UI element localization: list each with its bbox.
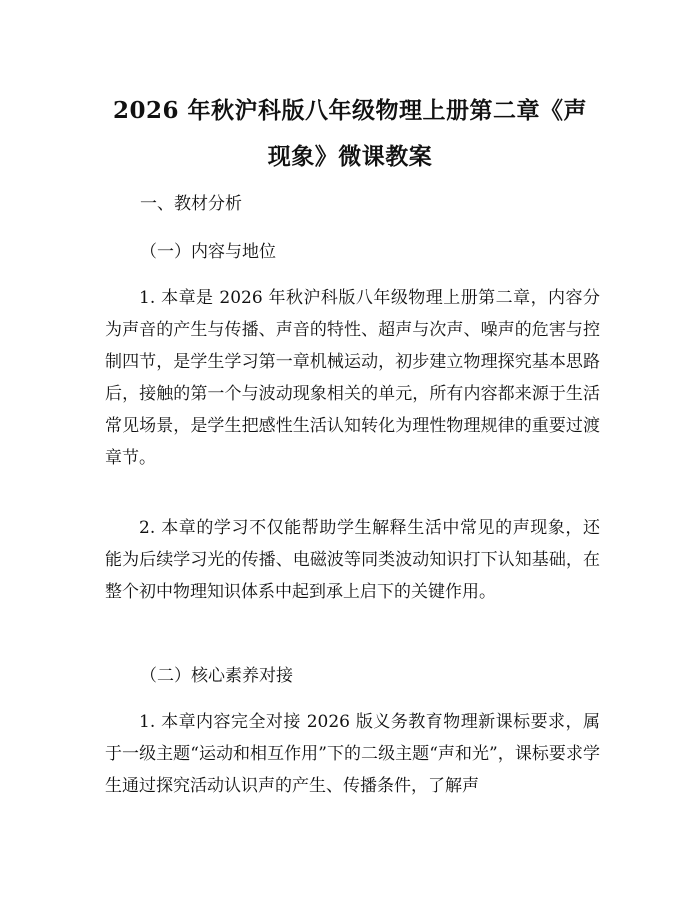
document-title: [95, 88, 605, 180]
document-title-line-2: 现象》微课教案: [267, 143, 433, 170]
subsection-heading-core-literacy: （二）核心素养对接: [140, 666, 293, 686]
section-heading-textbook-analysis: 一、教材分析: [140, 194, 242, 214]
paragraph-3: 1. 本章内容完全对接 2026 版义务教育物理新课标要求，属于一级主题“运动和相互作用”下的二级主题“声和光”，课标要求学生通过探究活动认识声的产生、传播条件，了解声: [105, 712, 600, 796]
document-title-line-1: 2026 年秋沪科版八年级物理上册第二章《声: [112, 97, 588, 124]
subsection-heading-content-position: （一）内容与地位: [140, 242, 276, 262]
paragraph-1: 1. 本章是 2026 年秋沪科版八年级物理上册第二章，内容分为声音的产生与传播、声音的特性、超声与次声、噪声的危害与控制四节，是学生学习第一章机械运动，初步建立物理探究基本思路后，接触的第一个与波动现象相关的单元，所有内容都来源于生活常见场景，是学生把感性生活认知转化为理性物理规律的重要过渡章节。: [105, 288, 600, 468]
paragraph-2: 2. 本章的学习不仅能帮助学生解释生活中常见的声现象，还能为后续学习光的传播、电磁波等同类波动知识打下认知基础，在整个初中物理知识体系中起到承上启下的关键作用。: [105, 518, 600, 602]
